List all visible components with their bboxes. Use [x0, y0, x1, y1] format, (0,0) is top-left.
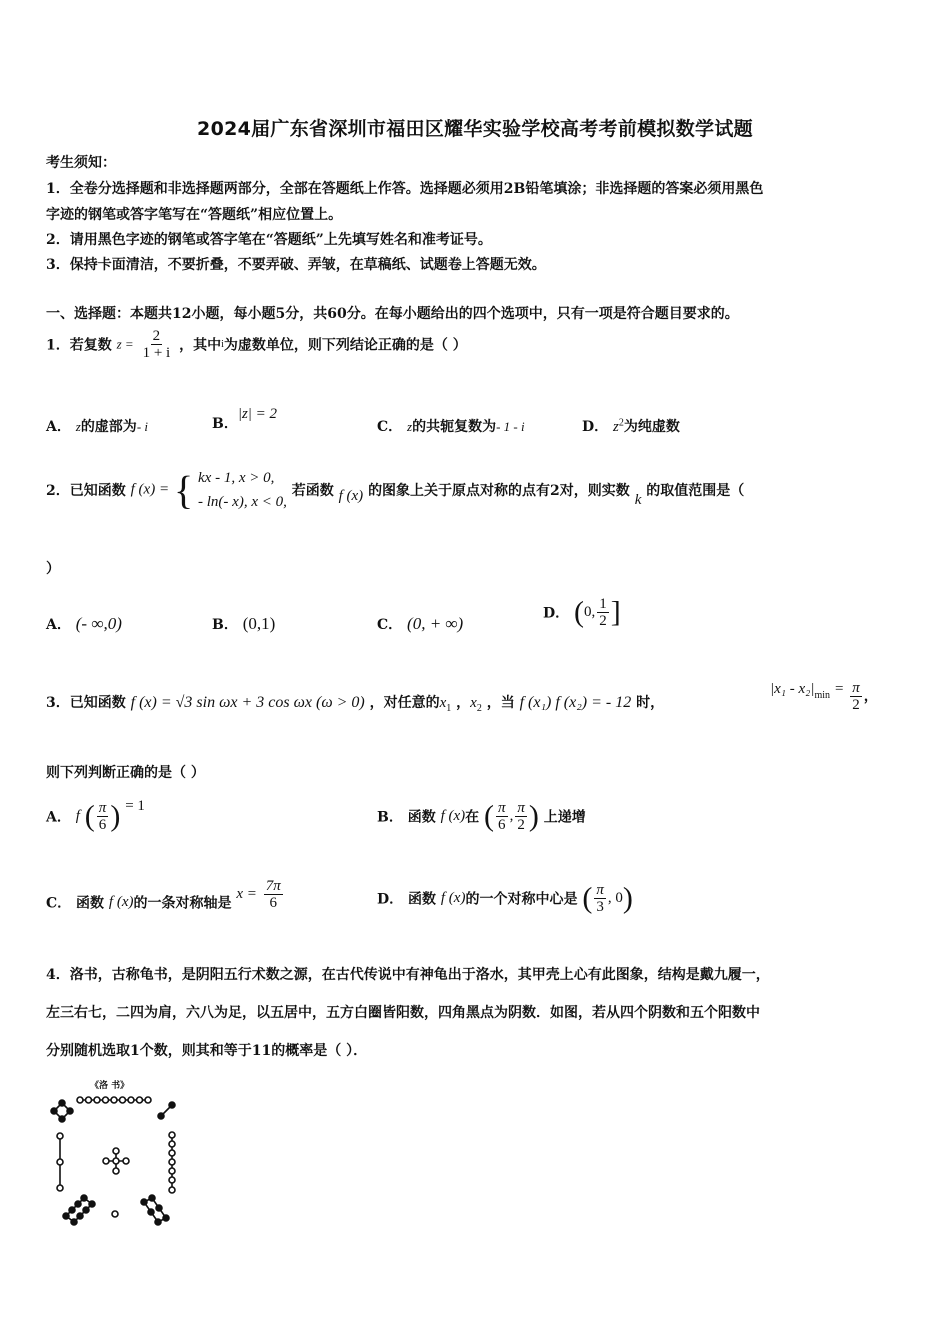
- q3-min-distance: $|x_1 - x_2|_{min}$ = $\frac{\pi}{2}$ ，: [770, 680, 878, 713]
- question-4-line-1: 4．洛书，古称龟书，是阴阳五行术数之源，在古代传说中有神龟出于洛水，其甲壳上心有此图象，结构是戴九履一，: [46, 967, 770, 983]
- q3-option-d[interactable]: D． 函数 f (x)的一个对称中心是 ( $\frac{\pi}{3}$ , 0): [377, 881, 633, 915]
- fraction: $\frac{2}{1 + i}$: [142, 328, 171, 361]
- q2-option-c[interactable]: C． (0, + ∞): [377, 614, 464, 633]
- notice-item-1-cont: 字迹的钢笔或答字笔写在“答题纸”相应位置上。: [46, 207, 343, 223]
- page-title: 2024届广东省深圳市福田区耀华实验学校高考考前模拟数学试题: [197, 118, 753, 140]
- notice-item-2: 2．请用黑色字迹的钢笔或答字笔在“答题纸”上先填写姓名和准考证号。: [46, 232, 492, 248]
- question-1: 1．若复数 z = $\frac{2}{1 + i}$ ，其中i为虚数单位，则下列结论正确的是（ ）: [46, 328, 467, 361]
- notice-item-3: 3．保持卡面清洁，不要折叠，不要弄破、弄皱，在草稿纸、试题卷上答题无效。: [46, 257, 546, 273]
- q2-option-d[interactable]: D． (0, $\frac{1}{2}$ ]: [543, 595, 621, 629]
- question-2: 2．已知函数 f (x) = { kx - 1, x > 0, - ln(- x), x < 0, 若函数 f (x) 的图象上关于原点对称的点有2对，则实数 k 的取值范围是（: [46, 467, 745, 513]
- q3-option-a[interactable]: A． f ( $\frac{\pi}{6}$ ) = 1: [46, 798, 145, 833]
- notice-heading: 考生须知：: [46, 155, 116, 171]
- q3-option-c[interactable]: C． 函数 f (x)的一条对称轴是 x = $\frac{7\pi}{6}$: [46, 878, 281, 912]
- q3-option-b[interactable]: B． 函数 f (x)在 ( $\frac{\pi}{6}$ , $\frac{\pi}{2}$ ) 上递增: [377, 799, 586, 833]
- q2-option-b[interactable]: B． (0,1): [212, 614, 276, 633]
- piecewise-cases: kx - 1, x > 0, - ln(- x), x < 0,: [198, 470, 287, 510]
- question-4-line-3: 分别随机选取1个数，则其和等于11的概率是（ ）．: [46, 1043, 368, 1059]
- q1-option-a[interactable]: A． z的虚部为- i: [46, 419, 149, 435]
- q1-option-c[interactable]: C． z的共轭复数为- 1 - i: [377, 419, 525, 435]
- q2-close-paren: ）: [46, 561, 60, 577]
- luoshu-diagram: [46, 1078, 196, 1233]
- question-4-line-2: 左三右七，二四为肩，六八为足，以五居中，五方白圈皆阳数，四角黑点为阴数．如图，若从四个阴数和五个阳数中: [46, 1005, 760, 1021]
- q3-question-line: 则下列判断正确的是（ ）: [46, 765, 205, 781]
- q1-option-b[interactable]: B．|z| = 2: [212, 406, 278, 432]
- question-3: 3．已知函数 f (x) = √3 sin ωx + 3 cos ωx (ω > 0) ，对任意的$x_1$ ，$x_2$ ，当 f (x₁) f (x₂) = - 12 时，: [46, 694, 665, 714]
- figure-caption: 《洛 书》: [90, 1081, 130, 1091]
- q2-option-a[interactable]: A． (- ∞,0): [46, 614, 122, 633]
- luoshu-figure: [46, 1078, 196, 1233]
- section-heading: 一、选择题：本题共12小题，每小题5分，共60分。在每小题给出的四个选项中，只有一项是符合题目要求的。: [46, 306, 739, 322]
- notice-item-1: 1．全卷分选择题和非选择题两部分，全部在答题纸上作答。选择题必须用2B铅笔填涂；非选择题的答案必须用黑色: [46, 181, 764, 197]
- q1-option-d[interactable]: D． $z^2$为纯虚数: [582, 417, 680, 435]
